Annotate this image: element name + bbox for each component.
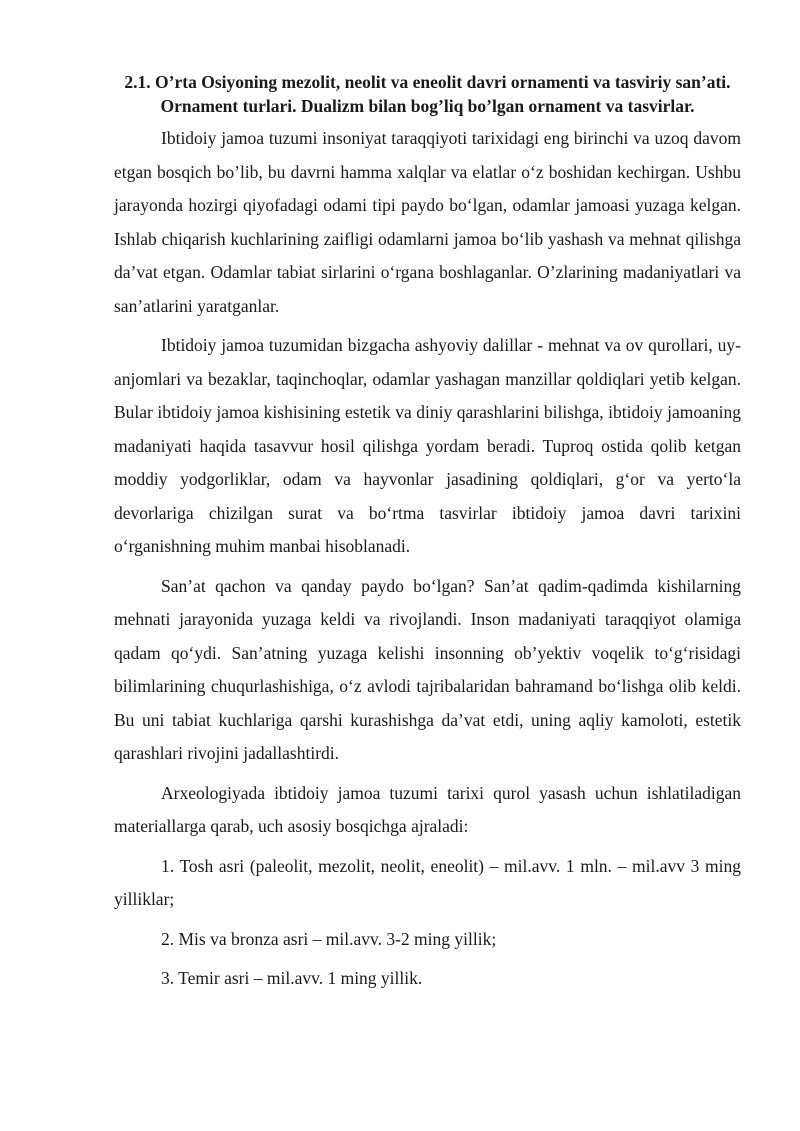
paragraph-1: Ibtidoiy jamoa tuzumi insoniyat taraqqiyoti tarixidagi eng birinchi va uzoq davom etgan bosqich bo’lib, bu davrni hamma xalqlar va elatlar o‘z boshidan kechirgan. Ushbu jarayonda hozirgi qiyofadagi odami tipi paydo bo‘lgan, odamlar jamoasi yuzaga kelgan. Ishlab chiqarish kuchlarining zaifligi odamlarni jamoa bo‘lib yashash va mehnat qilishga da’vat etgan. Odamlar tabiat sirlarini o‘rgana boshlaganlar. O’zlarining madaniyatlari va san’atlarini yaratganlar.	[114, 128, 741, 316]
list-item-bronze-age: 2. Mis va bronza asri – mil.avv. 3-2 ming yillik;	[161, 928, 497, 949]
list-item-stone-age: 1. Tosh asri (paleolit, mezolit, neolit, eneolit) – mil.avv. 1 mln. – mil.avv 3 ming yilliklar;	[114, 855, 741, 909]
document-page	[114, 70, 741, 1002]
paragraph-2: Ibtidoiy jamoa tuzumidan bizgacha ashyoviy dalillar - mehnat va ov qurollari, uy-anjomlari va bezaklar, taqinchoqlar, odamlar yashagan manzillar qoldiqlari yetib kelgan. Bular ibtidoiy jamoa kishisining estetik va diniy qarashlarini bilishga, ibtidoiy jamoaning madaniyati haqida tasavvur hosil qilishga yordam beradi. Tuproq ostida qolib ketgan moddiy yodgorliklar, odam va hayvonlar jasadining qoldiqlari, g‘or va yerto‘la devorlariga chizilgan surat va bo‘rtma tasvirlar ibtidoiy jamoa davri tarixini o‘rganishning muhim manbai hisoblanadi.	[114, 335, 741, 556]
list-item-iron-age: 3. Temir asri – mil.avv. 1 ming yillik.	[161, 968, 423, 988]
paragraph-3: San’at qachon va qanday paydo bo‘lgan? San’at qadim-qadimda kishilarning mehnati jarayonida yuzaga keldi va rivojlandi. Inson madaniyati taraqqiyot olamiga qadam qo‘ydi. San’atning yuzaga kelishi insonning ob’yektiv voqelik to‘g‘risidagi bilimlarining chuqurlashishiga, o‘z avlodi tajribalaridan bahramand bo‘lishga olib keldi. Bu uni tabiat kuchlariga qarshi kurashishga da’vat etdi, uning aqliy kamoloti, estetik qarashlari rivojini jadallashtirdi.	[114, 575, 741, 763]
paragraph-4: Arxeologiyada ibtidoiy jamoa tuzumi tarixi qurol yasash uchun ishlatiladigan materiallarga qarab, uch asosiy bosqichga ajraladi:	[114, 782, 741, 836]
section-heading: 2.1. O’rta Osiyoning mezolit, neolit va eneolit davri ornamenti va tasviriy san’ati. Ornament turlari. Dualizm bilan bog’liq bo’lgan ornament va tasvirlar.	[124, 72, 731, 116]
